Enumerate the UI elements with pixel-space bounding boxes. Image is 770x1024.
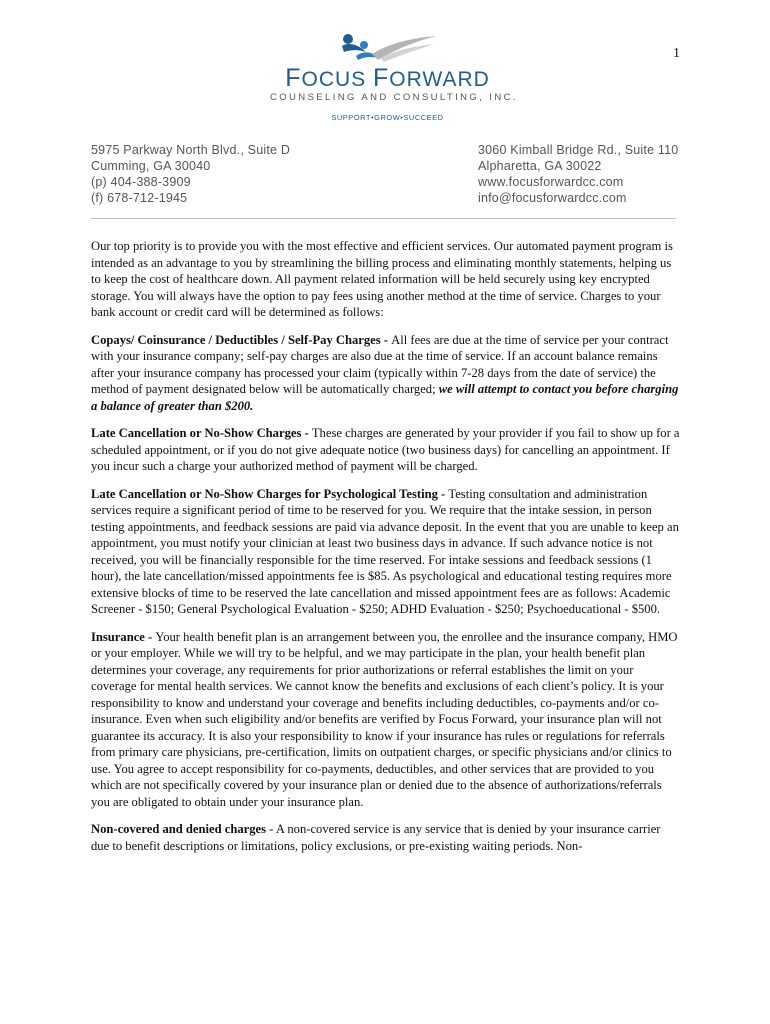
document-body <box>91 238 681 865</box>
phone-line: (p) 404-388-3909 <box>91 175 191 189</box>
header-divider <box>91 218 676 219</box>
testing-cancellation-paragraph: Late Cancellation or No-Show Charges for Psychological Testing - Testing consultation and administration services require a significant period of time to be reserved for you. We require that the intake session, in person testing appointments, and feedback sessions are paid via advance deposit. In the event that you are unable to keep an appointment, you must notify your clinician at least two business days in advance. If such advance notice is not received, you will be financially responsible for the time reserved. For intake sessions and feedback sessions (1 hour), the late cancellation/missed appointments fee is $85. As psychological and educational testing requires more extensive blocks of time to be reserved the late cancellation and missed appointment fees are as follows: Academic Screener - $150; General Psychological Evaluation - $250; ADHD Evaluation - $250; Psychoeducational - $500. <box>91 486 679 616</box>
emphasis-text: we will attempt to contact you before charging a balance of greater than $200. <box>91 382 679 413</box>
logo-swoosh-icon <box>338 30 438 66</box>
company-logo <box>270 30 518 130</box>
non-covered-paragraph: Non-covered and denied charges - A non-covered service is any service that is denied by your insurance carrier due to benefit descriptions or limitations, policy exclusions, or pre-existing waiting periods. Non- <box>91 822 661 853</box>
brand-subtitle: COUNSELING AND CONSULTING, INC. <box>270 92 518 103</box>
email-link[interactable]: info@focusforwardcc.com <box>478 191 627 205</box>
insurance-paragraph: Insurance - Your health benefit plan is an arrangement between you, the enrollee and the insurance company, HMO or your employer. While we will try to be helpful, and we may participate in the plan, your health benefit plan determines your coverage, any requirements for prior authorizations or referral establishes the limit on your coverage for mental health services. We cannot know the benefits and exclusions of each client’s policy. It is your responsibility to know and understand your coverage and benefits including deductibles, co-payments and/or co-insurance. Even when such eligibility and/or benefits are verified by Focus Forward, your insurance plan will not guarantee its accuracy. It is also your responsibility to know if your insurance has rules or regulations for referrals from primary care physicians, pre-certification, limits on outpatient charges, or specific physicians and/or clinics to use. You agree to accept responsibility for co-payments, deductibles, and other services that are provided to you which are not specifically covered by your insurance plan or denied due to the absence of authorizations/referrals you are obligated to obtain under your insurance plan. <box>91 629 678 809</box>
address-line: Alpharetta, GA 30022 <box>478 159 602 173</box>
section-heading: Non-covered and denied charges <box>91 822 267 836</box>
address-right <box>478 142 678 206</box>
section-heading: Late Cancellation or No-Show Charges - <box>91 426 312 440</box>
section-heading: Insurance - <box>91 629 156 644</box>
copay-paragraph: Copays/ Coinsurance / Deductibles / Self-Pay Charges - All fees are due at the time of service per your contract with your insurance company; self-pay charges are also due at the time of service. If an account balance remains after your insurance company has processed your claim (typically within 7-28 days from the date of service) the method of payment designated below will be automatically charged; we will attempt to contact you before charging a balance of greater than $200. <box>91 332 679 413</box>
page-number: 1 <box>673 46 680 61</box>
late-cancellation-paragraph: Late Cancellation or No-Show Charges - These charges are generated by your provider if you fail to show up for a scheduled appointment, or if you do not give adequate notice (two business days) for cancelling an appointment. If you incur such a charge your authorized method of payment will be charged. <box>91 426 680 473</box>
brand-name: FOCUS FORWARD <box>285 64 490 92</box>
fax-line: (f) 678-712-1945 <box>91 191 188 205</box>
website-link[interactable]: www.focusforwardcc.com <box>478 175 624 189</box>
intro-paragraph: Our top priority is to provide you with the most effective and efficient services. Our automated payment program is intended as an advantage to you by streamlining the billing process and eliminating monthly statements, helping us to keep the cost of healthcare down. All payment related information will be held securely using key encrypted storage. You will always have the option to pay fees using another method at the time of service. Charges to your bank account or credit card will be determined as follows: <box>91 239 673 319</box>
address-line: 3060 Kimball Bridge Rd., Suite 110 <box>478 143 679 157</box>
section-heading: Late Cancellation or No-Show Charges for Psychological Testing - <box>91 486 449 501</box>
brand-tagline: SUPPORT•GROW•SUCCEED <box>331 113 444 122</box>
section-heading: Copays/ Coinsurance / Deductibles / Self-Pay Charges - <box>91 332 392 347</box>
address-line: 5975 Parkway North Blvd., Suite D <box>91 143 291 157</box>
address-line: Cumming, GA 30040 <box>91 159 211 173</box>
address-left <box>91 142 290 206</box>
